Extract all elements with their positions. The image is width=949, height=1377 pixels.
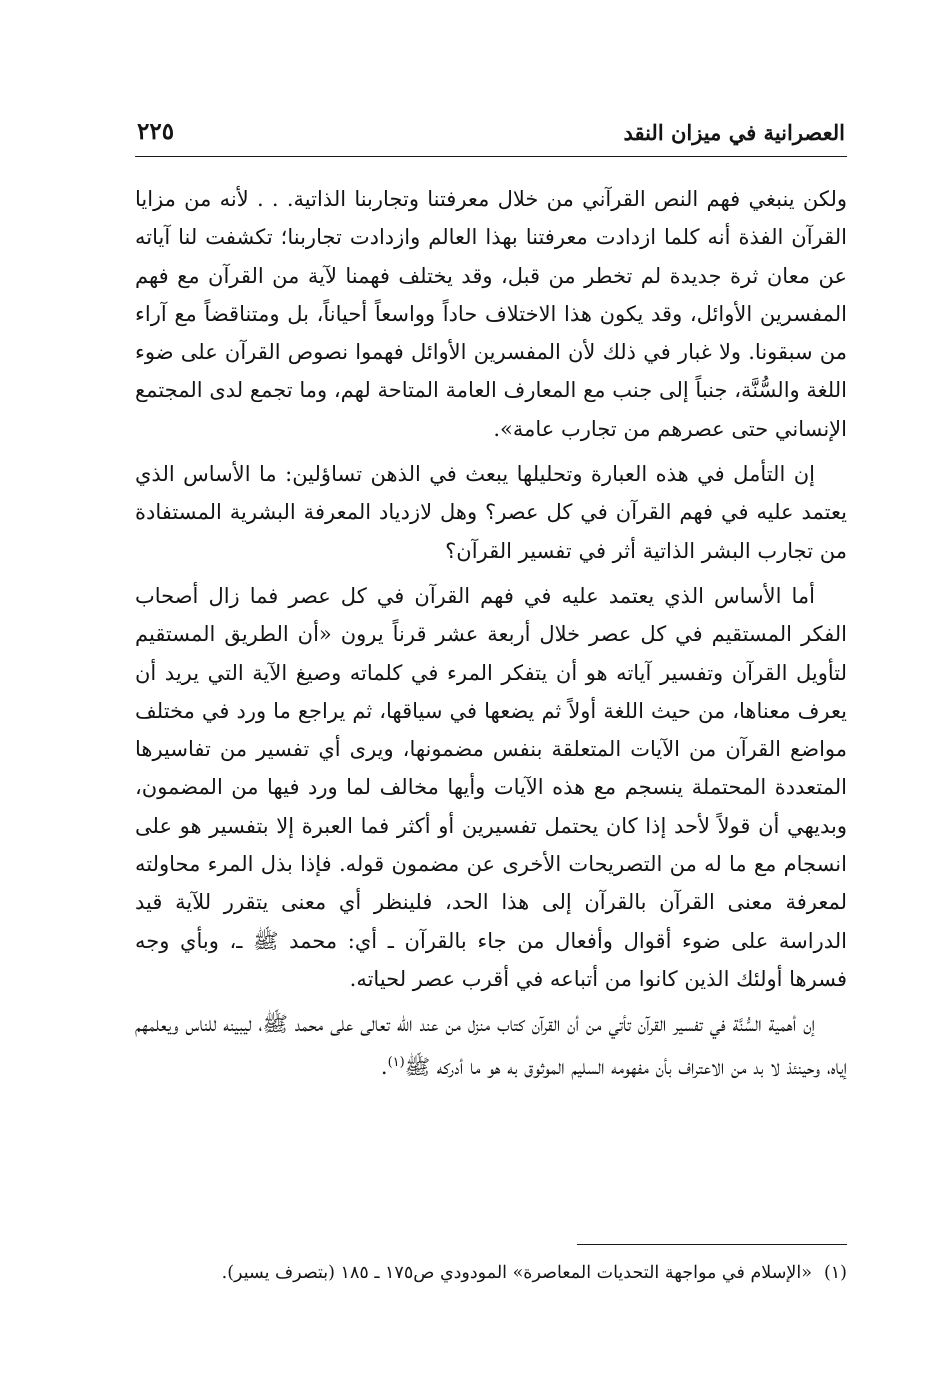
paragraph-basis-of-understanding: أما الأساس الذي يعتمد عليه في فهم القرآن في كل عصر فما زال أصحاب الفكر المستقيم في كل عصر خلال أربعة عشر قرناً يرون «أن الطريق المستقيم لتأويل القرآن وتفسير آياته هو أن يتفكر المرء في كلماته وصيغ الآية التي يريد أن يعرف معناها، من حيث اللغة أولاً ثم يضعها في سياقها، ثم يراجع ما ورد في مختلف مواضع القرآن من الآيات المتعلقة بنفس مضمونها، ويرى أي تفسير من تفاسيرها المتعددة المحتملة ينسجم مع هذه الآيات وأيها مخالف لما ورد فيها من المضمون، وبديهي أن قولاً لأحد إذا كان يحتمل تفسيرين أو أكثر فما العبرة إلا بتفسير هو على انسجام مع ما له من التصريحات الأخرى عن مضمون قوله. فإذا بذل المرء محاولته لمعرفة معنى القرآن بالقرآن إلى هذا الحد، فلينظر أي معنى يتقرر للآية قيد الدراسة على ضوء أقوال وأفعال من جاء بالقرآن ـ أي: محمد ﷺ ـ، وبأي وجه فسرها أولئك الذين كانوا من أتباعه في أقرب عصر لحياته. [135,583,847,991]
running-title: العصرانية في ميزان النقد [623,120,845,145]
page-number: ٢٢٥ [137,118,175,145]
running-header [135,112,847,157]
footnote-reference[interactable]: (١) [387,1054,405,1070]
footnote-marker: (١) [823,1263,847,1283]
paragraph-importance-of-sunnah-text: إن أهمية السُّنَّة في تفسير القرآن تأتي من أن القرآن كتاب منزل من عند الله تعالى على محمد ﷺ، ليبينه للناس ويعلمهم إياه، وحينئذ لا بد من الاعتراف بأن مفهومه السليم الموثوق به هو ما أدركه ﷺ [135,1012,847,1079]
footnote-text: «الإسلام في مواجهة التحديات المعاصرة» المودودي ص١٧٥ ـ ١٨٥ (بتصرف يسير). [221,1263,812,1283]
paragraph-importance-of-sunnah [135,1005,847,1086]
main-text [135,180,847,1093]
paragraph-two-questions: إن التأمل في هذه العبارة وتحليلها يبعث في الذهن تساؤلين: ما الأساس الذي يعتمد عليه في فهم القرآن في كل عصر؟ وهل لازدياد المعرفة البشرية المستفادة من تجارب البشر الذاتية أثر في تفسير القرآن؟ [135,462,847,563]
paragraph-quote-continuation: ولكن ينبغي فهم النص القرآني من خلال معرفتنا وتجاربنا الذاتية. . . لأنه من مزايا القرآن الفذة أنه كلما ازدادت معرفتنا بهذا العالم وازدادت تجاربنا؛ تكشفت لنا آياته عن معان ثرة جديدة لم تخطر من قبل، وقد يختلف فهمنا لآية من القرآن مع فهم المفسرين الأوائل، وقد يكون هذا الاختلاف حاداً وواسعاً أحياناً، بل ومتناقضاً مع آراء من سبقونا. ولا غبار في ذلك لأن المفسرين الأوائل فهموا نصوص القرآن على ضوء اللغة والسُّنَّة، جنباً إلى جنب مع المعارف العامة المتاحة لهم، وما تجمع لدى المجتمع الإنساني حتى عصرهم من تجارب عامة». [135,187,847,441]
footnote [135,1258,847,1288]
footnote-divider [577,1244,847,1245]
paragraph-end-period: . [380,1054,388,1079]
